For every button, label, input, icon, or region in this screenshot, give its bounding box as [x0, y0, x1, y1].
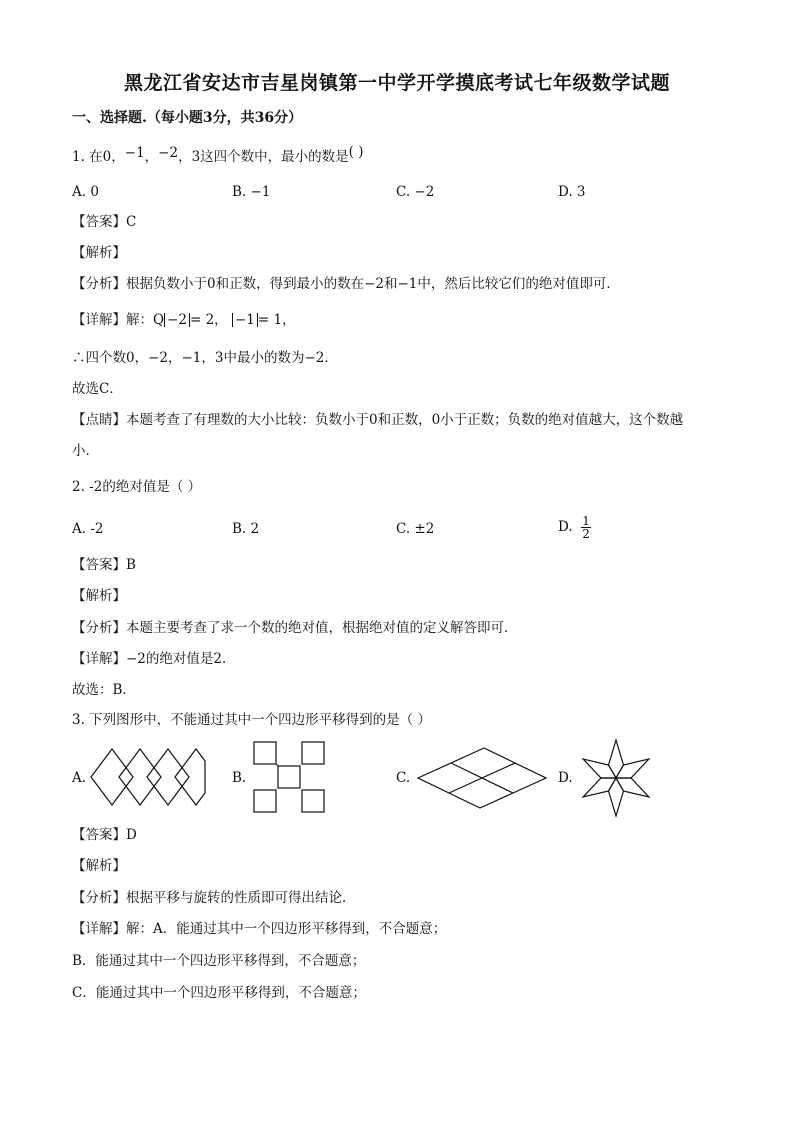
q3-figure-b — [252, 740, 328, 816]
q1-answer — [72, 212, 136, 232]
q3-label-a: A. — [72, 770, 87, 786]
q1-analysis-tag: 【分析】 — [72, 276, 126, 292]
q3-stem: 3. 下列图形中，不能通过其中一个四边形平移得到的是（ ） — [72, 712, 431, 728]
q2-option-c: C. ±2 — [396, 521, 435, 537]
q2-answer-tag: 【答案】 — [72, 557, 126, 573]
q3-detail-text: 解：A．能通过其中一个四边形平移得到，不合题意； — [126, 921, 447, 937]
q2-fraction-numerator: 1 — [582, 514, 590, 528]
q1-comment — [72, 410, 683, 430]
q3-line-b: B．能通过其中一个四边形平移得到，不合题意； — [72, 953, 366, 969]
q1-option-c: C. −2 — [396, 184, 435, 200]
q3-figure-d — [576, 738, 656, 818]
q2-analysis-text: 本题主要考查了求一个数的绝对值，根据绝对值的定义解答即可． — [126, 620, 518, 636]
q2-detail-tag: 【详解】 — [72, 651, 126, 667]
q3-label-c: C. — [396, 770, 411, 786]
q1-comment-text: 本题考查了有理数的大小比较：负数小于0和正数，0小于正数；负数的绝对值越大，这个数越 — [126, 412, 684, 428]
q1-separator: ， — [144, 149, 159, 165]
q1-abs-neg1: −1 — [232, 313, 258, 327]
q3-answer-value: D — [126, 827, 137, 843]
q2-fraction-denominator: 2 — [582, 527, 590, 541]
q1-detail-eq2: = 1， — [257, 312, 296, 328]
q3-analysis — [72, 888, 356, 908]
q3-detail-tag: 【详解】 — [72, 921, 126, 937]
q1-comment-cont: 小． — [72, 443, 99, 459]
q2-fraction — [581, 515, 591, 540]
q1-analysis-text: 根据负数小于0和正数，得到最小的数在−2和−1中，然后比较它们的绝对值即可． — [126, 276, 620, 292]
q3-figure-a — [88, 746, 208, 808]
q2-answer-value: B — [126, 557, 136, 573]
q1-option-d: D. 3 — [558, 184, 586, 200]
q3-detail — [72, 919, 446, 939]
q1-number-neg1: −1 — [124, 145, 145, 161]
q1-answer-paren: ( ) — [348, 144, 364, 160]
q1-detail-eq1: = 2， — [189, 312, 228, 328]
page-title: 黑龙江省安达市吉星岗镇第一中学开学摸底考试七年级数学试题 — [123, 72, 670, 94]
q3-line-c: C．能通过其中一个四边形平移得到，不合题意； — [72, 985, 366, 1001]
q2-option-d-label: D. — [558, 519, 573, 535]
q1-option-b: B. −1 — [232, 184, 271, 200]
q3-answer-tag: 【答案】 — [72, 827, 126, 843]
q1-answer-tag: 【答案】 — [72, 214, 126, 230]
q2-jiexi: 【解析】 — [72, 588, 126, 604]
q1-stem — [72, 144, 364, 167]
q1-detail-text: 解：Q — [126, 312, 165, 328]
q1-analysis — [72, 274, 620, 294]
q3-answer — [72, 825, 137, 845]
q2-analysis — [72, 618, 518, 638]
q1-detail — [72, 310, 296, 330]
q1-choose: 故选C． — [72, 381, 123, 397]
q2-option-d — [558, 515, 591, 540]
q1-abs-neg2: −2 — [164, 313, 190, 327]
q2-option-a: A. -2 — [72, 521, 104, 537]
q1-answer-value: C — [126, 214, 137, 230]
q3-analysis-tag: 【分析】 — [72, 890, 126, 906]
q1-detail-tag: 【详解】 — [72, 312, 126, 328]
q3-figure-c — [416, 746, 548, 810]
q3-jiexi: 【解析】 — [72, 858, 126, 874]
q1-stem-text: 1. 在0， — [72, 149, 125, 165]
q3-label-d: D. — [558, 770, 573, 786]
q1-option-a: A. 0 — [72, 184, 99, 200]
q2-option-b: B. 2 — [232, 521, 260, 537]
q1-stem-text-2: ，3这四个数中，最小的数是 — [178, 149, 349, 165]
q2-stem: 2. -2的绝对值是（ ） — [72, 479, 202, 495]
q1-therefore: ∴四个数0，−2，−1，3中最小的数为−2． — [72, 350, 338, 366]
q2-answer — [72, 555, 136, 575]
section-heading: 一、选择题.（每小题3分，共36分） — [72, 110, 303, 126]
q3-label-b: B. — [232, 770, 247, 786]
q3-analysis-text: 根据平移与旋转的性质即可得出结论． — [126, 890, 356, 906]
q2-choose: 故选：B． — [72, 682, 136, 698]
q2-detail — [72, 649, 236, 669]
q1-comment-tag: 【点睛】 — [72, 412, 126, 428]
q1-number-neg2: −2 — [158, 145, 179, 161]
q2-analysis-tag: 【分析】 — [72, 620, 126, 636]
q2-detail-text: −2的绝对值是2． — [126, 651, 236, 667]
q1-jiexi: 【解析】 — [72, 245, 126, 261]
